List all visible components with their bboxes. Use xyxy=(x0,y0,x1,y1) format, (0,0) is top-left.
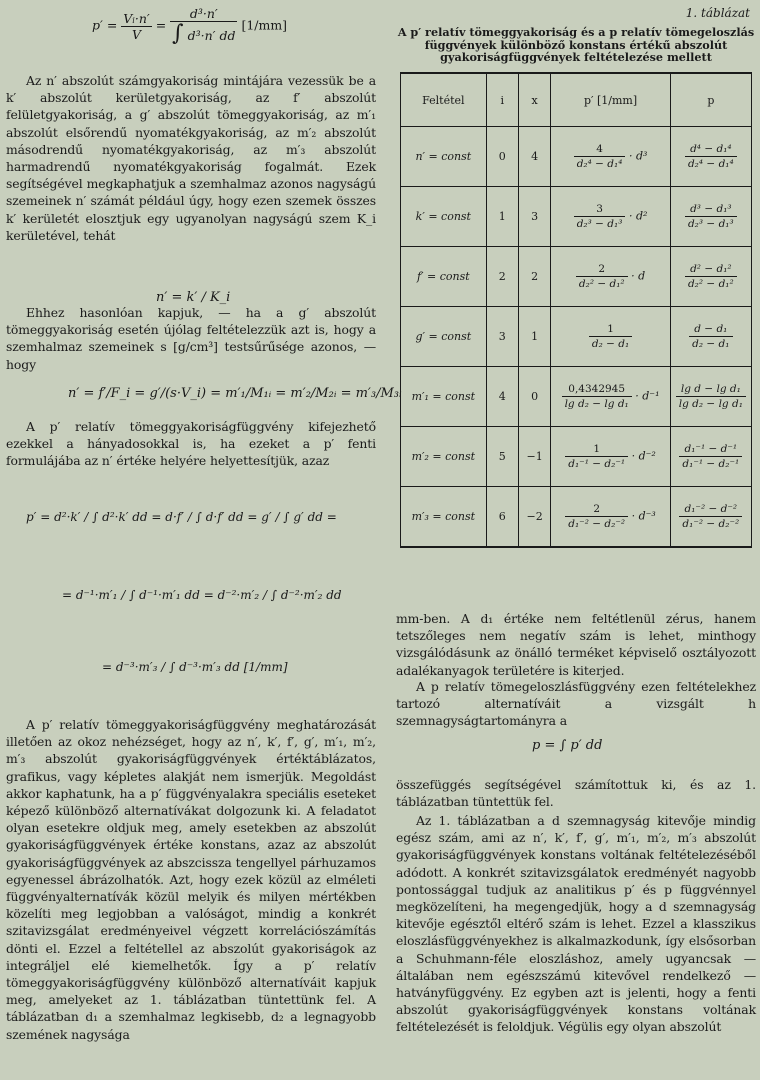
p-denominator: d₁⁻¹ − d₂⁻¹ xyxy=(682,458,740,470)
p-prime-denominator: d₁⁻² − d₂⁻² xyxy=(568,518,626,530)
table-row xyxy=(401,427,752,487)
cell-p-prime xyxy=(551,247,670,307)
table-caption: 1. táblázat xyxy=(685,6,750,20)
p-denominator: d₁⁻² − d₂⁻² xyxy=(682,518,740,530)
header-x: x xyxy=(518,73,551,127)
cell-x: 4 xyxy=(518,127,551,187)
table-row xyxy=(401,367,752,427)
p-prime-numerator: 1 xyxy=(565,442,628,457)
cell-p xyxy=(670,427,751,487)
p-prime-denominator: d₁⁻¹ − d₂⁻¹ xyxy=(568,458,626,470)
cell-x: 2 xyxy=(518,247,551,307)
table-row xyxy=(401,307,752,367)
p-prime-factor: · d² xyxy=(628,209,648,223)
cell-p xyxy=(670,307,751,367)
p-prime-numerator: 4 xyxy=(574,142,626,157)
p-numerator: d₁⁻² − d⁻² xyxy=(679,502,742,517)
table-row xyxy=(401,247,752,307)
cell-i: 2 xyxy=(486,247,518,307)
p-prime-numerator: 0,4342945 xyxy=(562,382,632,397)
cell-i: 5 xyxy=(486,427,518,487)
cell-i: 3 xyxy=(486,307,518,367)
table-header-row xyxy=(401,73,752,127)
cell-x: 1 xyxy=(518,307,551,367)
cell-condition: n′ = const xyxy=(401,127,487,187)
cell-p-prime xyxy=(551,127,670,187)
p-numerator: d³ − d₁³ xyxy=(685,202,737,217)
cell-condition: k′ = const xyxy=(401,187,487,247)
formula-n-k: n′ = k′ / K_i xyxy=(156,290,231,305)
cell-x: −1 xyxy=(518,427,551,487)
p-numerator: lg d − lg d₁ xyxy=(676,382,746,397)
p-prime-factor: · d⁻² xyxy=(631,449,656,463)
left-paragraph-4: A p′ relatív tömeggyakoriságfüggvény meghatározását illetően az okoz nehézséget, hogy az n′, k′, f′, g′, m′₁, m′₂, m′₃ abszolút gyakoriságfüggvények értéktáblázatos, grafikus, vagy képletes alakját nem ismerjük. Megoldást akkor kaphatunk, ha a p′ függvényalakra speciális eseteket képező különböző alternatívákat dolgozunk ki. A feladatot olyan esetekre oldjuk meg, amely esetekben az abszolút gyakoriságfüggvények értéke konstans, azaz az abszolút gyakoriságfüggvények az abszcissza tengellyel párhuzamos egyenessel ábrázolhatók. Azt, hogy ezek közül az elméleti függvényalternatívák közül melyik és milyen mértékben közelíti meg legjobban a valóságot, mindig a konkrét szitavizsgálat eredményeivel végzett korrelációszámítás dönti el. Ezzel a feltétellel az abszolút gyakoriságok az integráljel elé kiemelhetők. Így a p′ relatív tömeggyakoriságfüggvény különböző alternatíváit kapjuk meg, amelyeket az 1. táblázatban tüntettünk fel. A táblázatban d₁ a szemhalmaz legkisebb, d₂ a legnagyobb szemének nagysága xyxy=(6,717,376,1042)
table-body xyxy=(401,127,752,548)
formula-long-line-2: = d⁻¹·m′₁ / ∫ d⁻¹·m′₁ dd = d⁻²·m′₂ / ∫ d⁻²·m′₂ dd xyxy=(62,588,342,602)
header-p-prime: p′ [1/mm] xyxy=(551,73,670,127)
p-numerator: d − d₁ xyxy=(689,322,732,337)
cell-condition: g′ = const xyxy=(401,307,487,367)
p-numerator: d₁⁻¹ − d⁻¹ xyxy=(679,442,742,457)
cell-i: 6 xyxy=(486,487,518,548)
formula-long-line-3: = d⁻³·m′₃ / ∫ d⁻³·m′₃ dd [1/mm] xyxy=(102,660,288,674)
cell-i: 1 xyxy=(486,187,518,247)
formula-long-line-1: p′ = d²·k′ / ∫ d²·k′ dd = d·f′ / ∫ d·f′ dd = g′ / ∫ g′ dd = xyxy=(26,510,337,524)
cell-p-prime xyxy=(551,367,670,427)
p-prime-numerator: 3 xyxy=(574,202,626,217)
cell-p xyxy=(670,127,751,187)
p-prime-numerator: 2 xyxy=(565,502,628,517)
cell-condition: m′₃ = const xyxy=(401,487,487,548)
p-denominator: d₂⁴ − d₁⁴ xyxy=(687,158,734,170)
formula-p-integral: p = ∫ p′ dd xyxy=(532,738,603,753)
cell-x: −2 xyxy=(518,487,551,548)
p-prime-denominator: d₂² − d₁² xyxy=(578,278,625,290)
cell-p-prime xyxy=(551,427,670,487)
cell-i: 0 xyxy=(486,127,518,187)
cell-condition: m′₂ = const xyxy=(401,427,487,487)
table-row xyxy=(401,187,752,247)
header-p: p xyxy=(670,73,751,127)
p-prime-numerator: 2 xyxy=(576,262,628,277)
header-i: i xyxy=(486,73,518,127)
cell-p xyxy=(670,487,751,548)
table-row xyxy=(401,487,752,548)
p-prime-denominator: d₂ − d₁ xyxy=(591,338,630,350)
formula-n-multiple: n′ = f′/F_i = g′/(s·V_i) = m′₁/M₁ᵢ = m′₂/M₂ᵢ = m′₃/M₃ᵢ xyxy=(68,386,402,401)
p-prime-denominator: lg d₂ − lg d₁ xyxy=(564,398,629,410)
p-prime-factor: · d⁻¹ xyxy=(635,389,660,403)
p-prime-factor: · d xyxy=(631,269,646,283)
cell-x: 3 xyxy=(518,187,551,247)
p-denominator: lg d₂ − lg d₁ xyxy=(678,398,743,410)
p-numerator: d⁴ − d₁⁴ xyxy=(685,142,737,157)
cell-condition: m′₁ = const xyxy=(401,367,487,427)
left-paragraph-2: Ehhez hasonlóan kapjuk, — ha a g′ abszolút tömeggyakoriság esetén újólag feltételezzük azt is, hogy a szemhalmaz szemeinek s [g/cm³] testsűrűsége azonos, — hogy xyxy=(6,305,376,372)
cell-condition: f′ = const xyxy=(401,247,487,307)
cell-p-prime xyxy=(551,307,670,367)
p-numerator: d² − d₁² xyxy=(685,262,737,277)
cell-p-prime xyxy=(551,187,670,247)
table-title: A p′ relatív tömeggyakoriság és a p relatív tömegeloszlás függvények különböző konstans értékű abszolút gyakoriságfüggvények feltételezése mellett xyxy=(397,25,755,65)
right-paragraph-4: Az 1. táblázatban a d szemnagyság kitevője mindig egész szám, ami az n′, k′, f′, g′, m′₁, m′₂, m′₃ abszolút gyakoriságfüggvények konstans voltának feltételezéséből adódott. A konkrét szitavizsgálatok eredményét nagyobb pontossággal tudjuk az analitikus p′ és p függvénnyel megközelíteni, ha megengedjük, hogy a d szemnagyság kitevője egésztől eltérő szám is lehet. Ezzel a klasszikus eloszlásfüggvényekhez is alkalmazkodunk, így elsősorban a Schuhmann-féle eloszláshoz, amely ugyancsak — általában nem egészszámú kitevővel rendelkező — hatványfüggvény. Ez egyben azt is jelenti, hogy a fenti abszolút gyakoriságfüggvények konstans voltának feltételezését is feloldjuk. Végülis egy olyan abszolút xyxy=(396,813,756,1035)
cell-p xyxy=(670,247,751,307)
p-denominator: d₂³ − d₁³ xyxy=(687,218,734,230)
cell-p xyxy=(670,367,751,427)
header-condition: Feltétel xyxy=(401,73,487,127)
p-prime-factor: · d⁻³ xyxy=(631,509,656,523)
left-paragraph-3: A p′ relatív tömeggyakoriságfüggvény kifejezhető ezekkel a hányadosokkal is, ha ezeket a p′ fenti formulájába az n′ értéke helyére helyettesítjük, azaz xyxy=(6,419,376,469)
right-paragraph-2: A p relatív tömegeloszlásfüggvény ezen feltételekhez tartozó alternatíváit a vizsgált h szemnagyságtartományra a xyxy=(396,679,756,729)
p-denominator: d₂ − d₁ xyxy=(692,338,730,350)
p-prime-denominator: d₂³ − d₁³ xyxy=(576,218,623,230)
cell-x: 0 xyxy=(518,367,551,427)
cell-p xyxy=(670,187,751,247)
right-paragraph-1: mm-ben. A d₁ értéke nem feltétlenül zérus, hanem tetszőleges nem negatív szám is lehet, minthogy vizsgálódásunk az önálló terméket képviselő osztályozott adalékanyagok területére is kiterjed. xyxy=(396,611,756,678)
right-paragraph-3: összefüggés segítségével számítottuk ki, és az 1. táblázatban tüntettük fel. xyxy=(396,777,756,810)
frequency-function-table xyxy=(400,72,752,548)
formula-p-prime-definition: p′ = $\frac{Vi\cdot n'}{V}$ = $\frac{\text{d³·n′}}{\text{∫ d³·n′ dd}}$ [1/mm] xyxy=(92,6,288,46)
cell-i: 4 xyxy=(486,367,518,427)
cell-p-prime xyxy=(551,487,670,548)
left-paragraph-1: Az n′ abszolút számgyakoriság mintájára vezessük be a k′ abszolút kerületgyakoriság, az f′ abszolút felületgyakoriság, a g′ abszolút tömeggyakoriság, az m′₁ abszolút elsőrendű nyomatékgyakoriság, az m′₂ abszolút másodrendű nyomatékgyakoriság, az m′₃ abszolút harmadrendű nyomatékgyakoriság fogalmát. Ezek segítségével megkaphatjuk a szemhalmaz azonos nagyságú szemeinek n′ számát például úgy, hogy ezen szemek összes k′ kerületét elosztjuk egy ugyanolyan nagyságú szem K_i kerületével, tehát xyxy=(6,73,376,243)
p-denominator: d₂² − d₁² xyxy=(687,278,734,290)
p-prime-numerator: 1 xyxy=(589,322,632,337)
table-row xyxy=(401,127,752,187)
p-prime-factor: · d³ xyxy=(628,149,648,163)
p-prime-denominator: d₂⁴ − d₁⁴ xyxy=(576,158,623,170)
